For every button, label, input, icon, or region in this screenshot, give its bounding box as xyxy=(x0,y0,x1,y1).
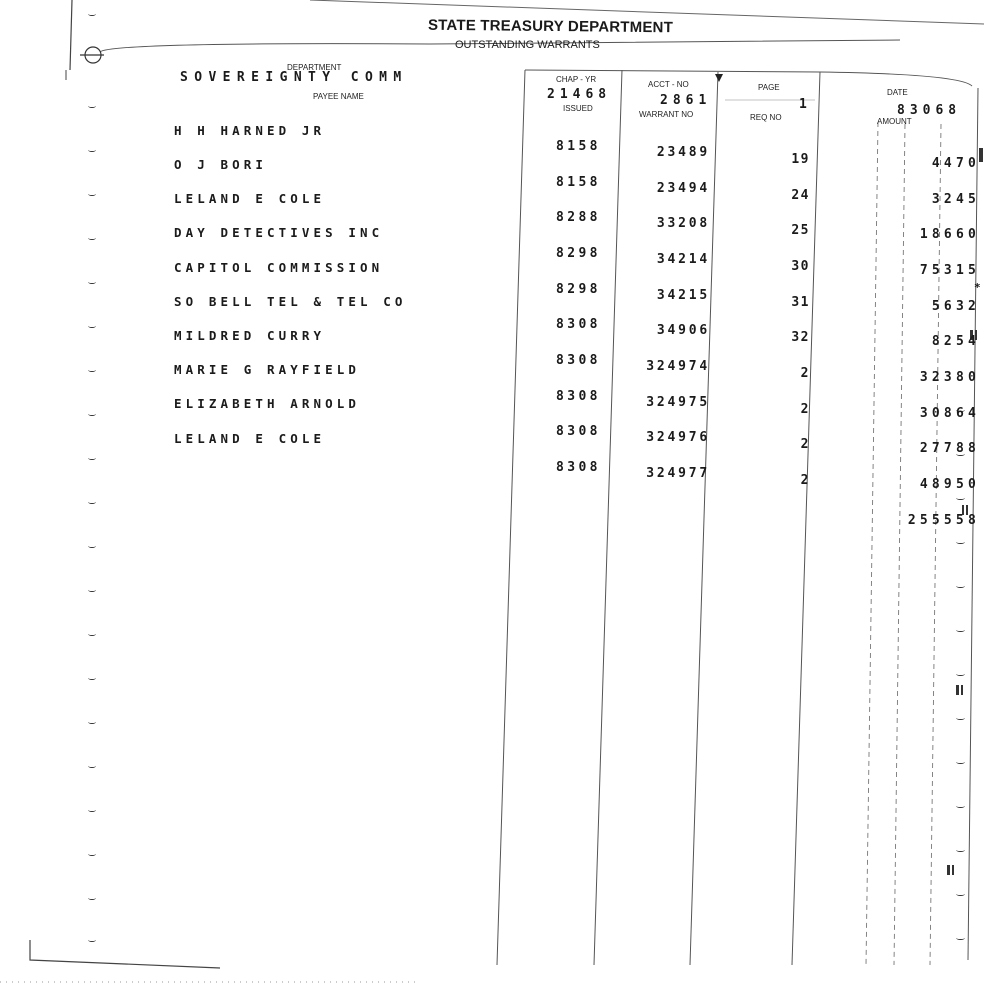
issued-date: 8158 xyxy=(556,138,601,154)
issued-date: 8158 xyxy=(556,174,601,190)
perforation-mark xyxy=(956,628,965,632)
req-no-label: REQ NO xyxy=(750,113,782,122)
perforation-mark xyxy=(88,192,96,196)
payee-column xyxy=(174,102,407,467)
perforation-mark xyxy=(88,808,96,812)
issued-date: 8308 xyxy=(556,388,601,404)
warrant-number: 23489 xyxy=(656,144,710,160)
chap-yr-value: 21468 xyxy=(547,87,612,102)
warrant-column xyxy=(620,123,710,504)
warrant-number: 324975 xyxy=(646,394,710,410)
acct-no-value: 2861 xyxy=(660,93,712,108)
req-number: 30 xyxy=(791,258,810,274)
perforation-mark xyxy=(956,848,965,852)
req-number: 2 xyxy=(800,366,810,382)
date-label: DATE xyxy=(887,88,908,97)
req-number: 25 xyxy=(791,223,810,239)
payee-name: O J BORI xyxy=(174,157,268,173)
issued-date: 8308 xyxy=(556,460,601,476)
warrant-number: 324976 xyxy=(646,430,710,446)
payee-name: H H HARNED JR xyxy=(174,122,326,138)
req-number: 2 xyxy=(800,401,810,417)
issued-date: 8298 xyxy=(556,281,601,297)
payee-name-label: PAYEE NAME xyxy=(313,92,364,101)
perforation-mark xyxy=(88,104,96,108)
perforation-mark xyxy=(88,236,96,240)
perforation-mark xyxy=(956,760,965,764)
req-number: 2 xyxy=(800,473,810,489)
req-number: 24 xyxy=(791,187,810,203)
perforation-mark xyxy=(956,672,965,676)
chap-yr-label: CHAP - YR xyxy=(556,75,597,84)
req-number: 31 xyxy=(791,294,810,310)
perforation-mark xyxy=(88,412,96,416)
issued-date: 8308 xyxy=(556,424,601,440)
amount-value: 4470 xyxy=(931,155,980,171)
amount-column xyxy=(880,134,980,551)
warrant-number: 33208 xyxy=(656,216,710,232)
req-number: 19 xyxy=(791,151,810,167)
warrant-number: 324977 xyxy=(646,466,710,482)
page-value: 1 xyxy=(799,97,812,112)
page-title: STATE TREASURY DEPARTMENT xyxy=(427,16,674,37)
amount-value: 30864 xyxy=(919,405,980,421)
payee-name: LELAND E COLE xyxy=(174,191,326,207)
payee-name: MARIE G RAYFIELD xyxy=(174,362,361,378)
warrant-number: 23494 xyxy=(656,180,710,196)
page-label: PAGE xyxy=(758,83,780,92)
total-amount: 255558 xyxy=(907,512,980,528)
req-number: 2 xyxy=(800,437,810,453)
amount-value: 3245 xyxy=(931,191,980,207)
perforation-mark xyxy=(956,936,965,940)
amount-value: 8254 xyxy=(931,334,980,350)
perforation-mark xyxy=(88,500,96,504)
total-marker: * xyxy=(974,281,981,294)
amount-value: 27788 xyxy=(919,441,980,457)
payee-name: ELIZABETH ARNOLD xyxy=(174,396,361,412)
warrant-number: 34214 xyxy=(656,251,710,267)
perforation-mark xyxy=(88,148,96,152)
payee-name: DAY DETECTIVES INC xyxy=(174,225,384,241)
perforation-mark xyxy=(956,804,965,808)
perforation-mark xyxy=(88,852,96,856)
perforation-mark xyxy=(956,716,965,720)
department-label: DEPARTMENT xyxy=(287,63,342,72)
perforation-mark xyxy=(88,544,96,548)
perforation-mark xyxy=(88,456,96,460)
department-value: SOVEREIGNTY COMM xyxy=(180,70,408,85)
req-number: 32 xyxy=(791,330,810,346)
warrant-number: 324974 xyxy=(646,359,710,375)
amount-value: 32380 xyxy=(919,370,980,386)
amount-value: 18660 xyxy=(919,227,980,243)
issued-date: 8298 xyxy=(556,245,601,261)
issued-column xyxy=(556,117,601,498)
issued-date: 8308 xyxy=(556,353,601,369)
page-subtitle: OUTSTANDING WARRANTS xyxy=(455,39,600,51)
perforation-mark xyxy=(956,892,965,896)
req-no-column xyxy=(770,130,810,511)
perforation-mark xyxy=(88,896,96,900)
perforation-mark xyxy=(88,632,96,636)
payee-name: CAPITOL COMMISSION xyxy=(174,259,384,275)
payee-name: LELAND E COLE xyxy=(174,430,326,446)
date-value: 83068 xyxy=(897,103,962,118)
warrant-number: 34906 xyxy=(656,323,710,339)
amount-label: AMOUNT xyxy=(877,117,912,126)
perforation-mark xyxy=(88,676,96,680)
amount-value: 48950 xyxy=(919,477,980,493)
warrant-no-label: WARRANT NO xyxy=(639,110,694,119)
amount-value: 5632 xyxy=(931,298,980,314)
perforation-mark xyxy=(88,588,96,592)
perforation-mark xyxy=(956,584,965,588)
acct-no-label: ACCT - NO xyxy=(648,80,689,89)
amount-value: 75315 xyxy=(919,262,980,278)
payee-name: MILDRED CURRY xyxy=(174,328,326,344)
perforation-mark xyxy=(88,938,96,942)
warrant-number: 34215 xyxy=(656,287,710,303)
perforation-mark xyxy=(88,324,96,328)
issued-date: 8288 xyxy=(556,210,601,226)
perforation-mark xyxy=(88,280,96,284)
payee-name: SO BELL TEL & TEL CO xyxy=(174,293,407,309)
perforation-mark xyxy=(88,12,96,16)
issued-date: 8308 xyxy=(556,317,601,333)
issued-label: ISSUED xyxy=(563,104,593,113)
perforation-mark xyxy=(88,764,96,768)
perforation-mark xyxy=(88,368,96,372)
perforation-mark xyxy=(88,720,96,724)
